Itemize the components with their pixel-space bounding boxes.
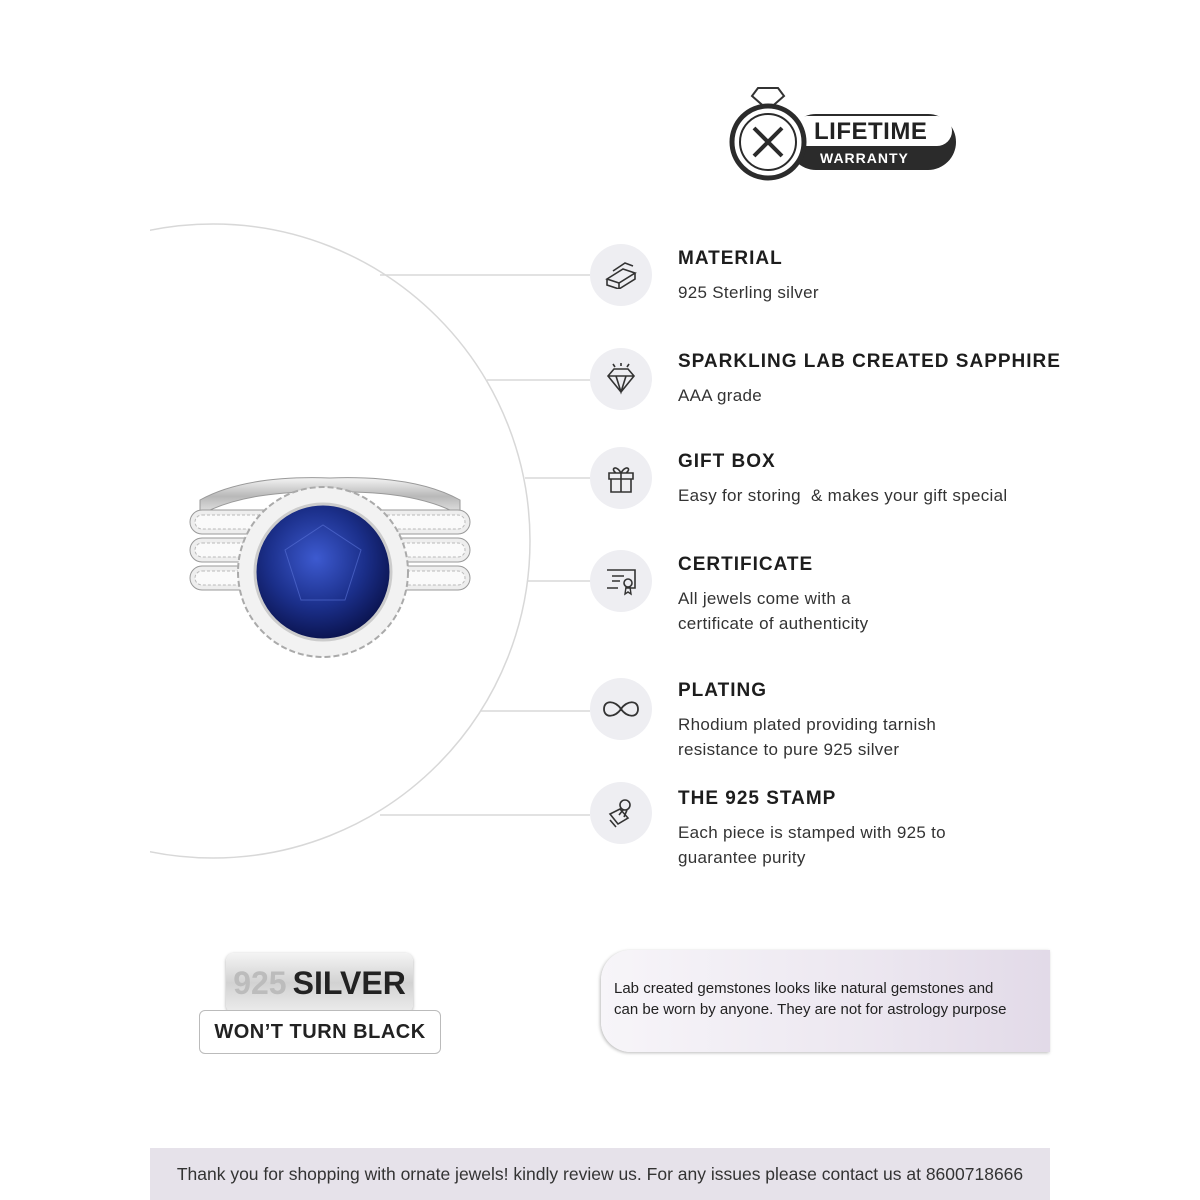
infinity-icon	[590, 678, 652, 740]
warranty-subtitle: WARRANTY	[820, 150, 909, 166]
lifetime-warranty-badge	[728, 76, 958, 182]
feature-text: Each piece is stamped with 925 to	[678, 823, 946, 842]
925-silver-badge	[226, 953, 413, 1013]
certificate-icon	[590, 550, 652, 612]
feature-title: MATERIAL	[678, 248, 783, 269]
feature-text: Easy for storing & makes your gift special	[678, 486, 1008, 505]
feature-text: 925 Sterling silver	[678, 283, 819, 302]
feature-title: THE 925 STAMP	[678, 788, 837, 809]
feature-text: resistance to pure 925 silver	[678, 740, 900, 759]
gift-box-icon	[590, 447, 652, 509]
warranty-title: LIFETIME	[814, 118, 928, 145]
feature-text: Rhodium plated providing tarnish	[678, 715, 937, 734]
feature-title: SPARKLING LAB CREATED SAPPHIRE	[678, 351, 1061, 372]
badge-word: SILVER	[292, 964, 406, 1001]
feature-plating	[678, 680, 936, 762]
footer-contact-bar: Thank you for shopping with ornate jewels! kindly review us. For any issues please contact us at 8600718666	[150, 1148, 1050, 1200]
lab-gemstone-note	[601, 950, 1050, 1052]
feature-text: All jewels come with a	[678, 589, 851, 608]
silver-bar-icon	[590, 244, 652, 306]
feature-title: GIFT BOX	[678, 451, 776, 472]
note-line: Lab created gemstones looks like natural gemstones and	[614, 980, 994, 997]
feature-material	[678, 248, 819, 305]
feature-text: AAA grade	[678, 386, 762, 405]
feature-title: CERTIFICATE	[678, 554, 814, 575]
note-line: can be worn by anyone. They are not for astrology purpose	[614, 1001, 1007, 1018]
feature-text: guarantee purity	[678, 848, 806, 867]
sapphire-ring-image	[185, 470, 475, 660]
diamond-icon	[590, 348, 652, 410]
feature-925-stamp	[678, 788, 946, 870]
wont-turn-black-label: WON’T TURN BLACK	[199, 1010, 441, 1054]
feature-certificate	[678, 554, 868, 636]
feature-title: PLATING	[678, 680, 767, 701]
feature-text: certificate of authenticity	[678, 614, 869, 633]
feature-gift-box	[678, 451, 1007, 508]
stamp-icon	[590, 782, 652, 844]
feature-sapphire	[678, 351, 1061, 408]
badge-number: 925	[233, 964, 287, 1001]
